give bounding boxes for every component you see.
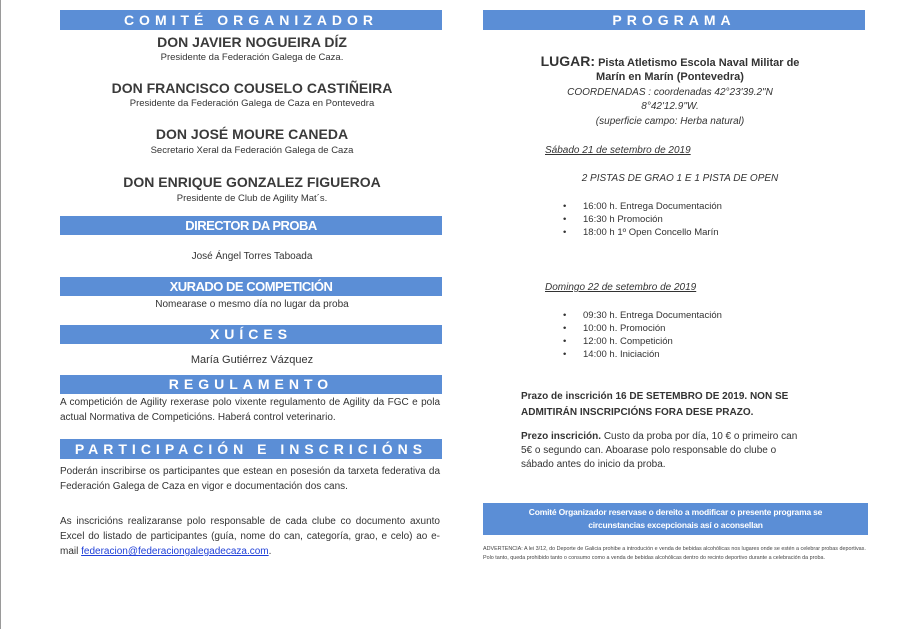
member-role-1: Presidente da Federación Galega de Caza.: [160, 52, 344, 63]
list-item: • 12:00 h. Competición: [563, 336, 673, 347]
list-item: • 09:30 h. Entrega Documentación: [563, 310, 722, 321]
member-role-3: Secretario Xeral da Federación Galega de Caza: [150, 145, 354, 156]
bullet-icon: •: [563, 201, 567, 212]
superficie-text: (superficie campo: Herba natural): [595, 116, 745, 127]
participacion-paragraph-2: [60, 514, 440, 559]
xurado-competicion-header: XURADO DE COMPETICIÓN: [60, 277, 442, 296]
participacion-paragraph-2-text: As inscricións realizaranse polo responsable de cada clube co documento axunto Excel do listado de participantes (guía, nome do can, categoría, grao, e celo) ao e-mail: [60, 516, 440, 557]
participacion-inscricions-header: PARTICIPACIÓN E INSCRICIÓNS: [60, 439, 442, 459]
xuices-header: XUÍCES: [60, 325, 442, 344]
bullet-icon: •: [563, 349, 567, 360]
regulamento-header: REGULAMENTO: [60, 375, 442, 394]
notice-line-1: Comité Organizador reservase o dereito a modificar o presente programa se: [528, 507, 823, 517]
list-item: • 18:00 h 1º Open Concello Marín: [563, 227, 719, 238]
prezo-text-1: Custo da proba por día, 10 € o primeiro can: [603, 431, 798, 442]
participacion-paragraph-1: Poderán inscribirse os participantes que estean en posesión da tarxeta federativa da Federación Galega de Caza en vigor e documentación dos cans.: [60, 466, 440, 492]
prazo-line-1: Prazo de inscrición 16 DE SETEMBRO DE 2019. NON SE: [521, 391, 789, 402]
list-item: • 10:00 h. Promoción: [563, 323, 666, 334]
bullet-icon: •: [563, 336, 567, 347]
member-name-1: DON JAVIER NOGUEIRA DÍZ: [157, 34, 347, 50]
member-name-4: DON ENRIQUE GONZALEZ FIGUEROA: [123, 174, 381, 190]
email-tail: .: [268, 546, 272, 557]
regulamento-text: A competición de Agility rexerase polo vixente regulamento de Agility da FGC e pola actual Normativa de Competicións. Haberá control veterinario.: [60, 397, 440, 423]
bullet-icon: •: [563, 323, 567, 334]
prezo-label: Prezo inscrición.: [521, 431, 602, 442]
day1-subtitle: 2 PISTAS DE GRAO 1 E 1 PISTA DE OPEN: [581, 173, 779, 184]
lugar-line-2: Marín en Marín (Pontevedra): [596, 71, 744, 83]
day2-title: Domingo 22 de setembro de 2019: [545, 282, 697, 293]
lugar-text-1: Pista Atletismo Escola Naval Militar de: [598, 57, 800, 69]
lugar-label: LUGAR:: [540, 53, 596, 69]
coordenadas-line-2: 8°42'12.9"W.: [641, 101, 699, 112]
lugar-line-1: [500, 53, 840, 69]
director-proba-header: DIRECTOR DA PROBA: [60, 216, 442, 235]
coordenadas-line-1: COORDENADAS : coordenadas 42°23'39.2"N: [567, 87, 773, 98]
xurado-text: Nomearase o mesmo día no lugar da proba: [155, 299, 349, 310]
xuices-name: María Gutiérrez Vázquez: [190, 354, 314, 366]
director-name: José Ángel Torres Taboada: [191, 251, 313, 262]
bullet-icon: •: [563, 310, 567, 321]
prezo-line-3: sábado antes do inicio da proba.: [521, 459, 666, 470]
list-item: • 14:00 h. Iniciación: [563, 349, 660, 360]
bullet-icon: •: [563, 227, 567, 238]
prazo-line-2: ADMITIRÁN INSCRIPCIÓNS FORA DESE PRAZO.: [521, 407, 754, 418]
day1-schedule-list: [563, 200, 722, 239]
member-role-2: Presidente da Federación Galega de Caza en Pontevedra: [129, 98, 375, 109]
prezo-line-1: [521, 431, 831, 442]
notice-line-2: circunstancias excepcionais así o aconsellan: [588, 520, 763, 530]
programa-header: PROGRAMA: [483, 10, 865, 30]
notice-box: [483, 503, 868, 535]
prezo-line-2: 5€ o segundo can. Aboarase polo responsable do clube o: [521, 445, 777, 456]
member-role-4: Presidente de Club de Agility Mat´s.: [176, 193, 328, 204]
list-item: • 16:00 h. Entrega Documentación: [563, 201, 722, 212]
bullet-icon: •: [563, 214, 567, 225]
advertencia-text: ADVERTENCIA: A lei 3/12, do Deporte de Galicia prohibe a introdución e venda de bebidas alcohólicas nos lugares onde se estén a celebrar probas deportivas. Polo tanto, queda prohibido tanto o consumo como a venda de bebidas alcohólicas dentro do recinto deportivo durante a celebración da proba.: [483, 546, 866, 561]
member-name-3: DON JOSÉ MOURE CANEDA: [155, 126, 349, 142]
member-name-2: DON FRANCISCO COUSELO CASTIÑEIRA: [111, 80, 393, 96]
day1-title: Sábado 21 de setembro de 2019: [545, 145, 691, 156]
page-left-border: [0, 0, 1, 629]
day2-schedule-list: [563, 309, 722, 361]
list-item: • 16:30 h Promoción: [563, 214, 663, 225]
email-link[interactable]: federacion@federaciongalegadecaza.com: [81, 546, 269, 557]
comite-organizador-header: COMITÉ ORGANIZADOR: [60, 10, 442, 30]
